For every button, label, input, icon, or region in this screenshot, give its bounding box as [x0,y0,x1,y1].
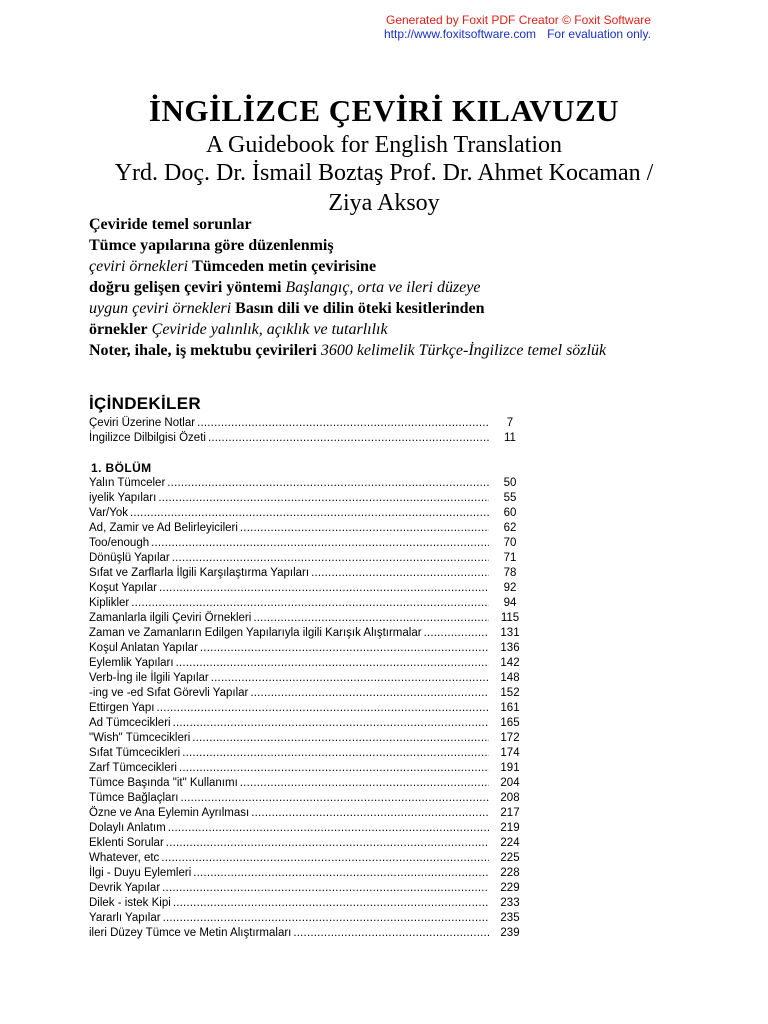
toc-dot-leader [172,551,489,566]
toc-entry[interactable] [89,911,529,926]
toc-entry-title: Sıfat ve Zarflarla İlgili Karşılaştırma Yapıları [89,567,310,579]
toc-entry-title: İlgi - Duyu Eylemleri [89,867,192,879]
toc-entry[interactable] [89,551,529,566]
toc-dot-leader [211,671,489,686]
toc-dot-leader [156,701,489,716]
toc-dot-leader [176,656,489,671]
toc-entry-page: 224 [500,837,520,849]
toc-dot-leader [131,596,489,611]
toc-entry-page: 62 [503,522,517,534]
desc-italic: Çeviride yalınlık, açıklık ve tutarlılık [151,321,388,338]
book-description [89,214,729,361]
toc-entry-title: Devrik Yapılar [89,882,161,894]
toc-entry-page: 204 [500,777,520,789]
toc-entry-page: 55 [503,492,517,504]
authors-line1: Yrd. Doç. Dr. İsmail Boztaş Prof. Dr. Ahmet Kocaman / [114,160,654,186]
toc-dot-leader [167,476,489,491]
toc-entry-title: Eylemlik Yapıları [89,657,174,669]
toc-entry-page: 78 [503,567,517,579]
toc-dot-leader [251,806,489,821]
toc-entry[interactable] [89,596,529,611]
toc-entry-title: Zarf Tümcecikleri [89,762,177,774]
toc-entry-page: 225 [500,852,520,864]
toc-entry[interactable] [89,671,529,686]
desc-line [89,214,729,235]
toc-entry-title: Zamanlarla ilgili Çeviri Örnekleri [89,612,252,624]
toc-intro-list [89,416,529,446]
book-authors [60,158,708,218]
toc-entry-title: Tümce Başında "it" Kullanımı [89,777,238,789]
toc-dot-leader [293,926,489,941]
toc-entry[interactable] [89,896,529,911]
toc-entry-page: 142 [500,657,520,669]
toc-entry[interactable] [89,506,529,521]
toc-entry[interactable] [89,611,529,626]
desc-bold: örnekler [89,321,148,338]
desc-bold: Tümce yapılarına göre düzenlenmiş [89,237,334,254]
toc-entry[interactable] [89,791,529,806]
desc-italic: çeviri örnekleri [89,258,189,275]
table-of-contents [89,394,529,941]
toc-entry[interactable] [89,731,529,746]
desc-line [89,235,729,256]
toc-entry-title: "Wish" Tümcecikleri [89,732,191,744]
toc-entry[interactable] [89,656,529,671]
toc-dot-leader [424,626,489,641]
toc-dot-leader [311,566,489,581]
toc-dot-leader [179,761,489,776]
toc-entry-page: 172 [500,732,520,744]
toc-entry[interactable] [89,821,529,836]
toc-entry[interactable] [89,806,529,821]
toc-dot-leader [182,746,489,761]
desc-italic: 3600 kelimelik Türkçe-İngilizce temel sözlük [320,342,607,359]
authors-line2: Ziya Aksoy [328,190,440,216]
toc-dot-leader [151,536,489,551]
toc-entry-page: 115 [500,612,520,624]
toc-entry-page: 94 [503,597,517,609]
toc-entry-page: 229 [500,882,520,894]
toc-entry-title: Tümce Bağlaçları [89,792,179,804]
toc-entry-title: Verb-İng ile İlgili Yapılar [89,672,209,684]
toc-heading: İÇİNDEKİLER [89,394,201,413]
toc-entry-title: Koşut Yapılar [89,582,157,594]
toc-entry[interactable] [89,866,529,881]
toc-entry[interactable] [89,851,529,866]
toc-entry-title: Var/Yok [89,507,128,519]
watermark-line1: Generated by Foxit PDF Creator © Foxit Software [386,13,651,27]
toc-entry-page: 174 [500,747,520,759]
toc-dot-leader [162,881,489,896]
toc-dot-leader [173,896,489,911]
toc-entry-title: Yararlı Yapılar [89,912,161,924]
toc-entry-title: Too/enough [89,537,150,549]
toc-entry[interactable] [89,881,529,896]
toc-entry-title: Koşul Anlatan Yapılar [89,642,198,654]
toc-entry-page: 161 [500,702,520,714]
toc-entry-page: 165 [500,717,520,729]
toc-entry-page: 191 [500,762,520,774]
desc-line [89,256,729,277]
toc-entry[interactable] [89,476,529,491]
toc-entry[interactable] [89,686,529,701]
desc-italic: uygun çeviri örnekleri [89,300,232,317]
toc-entry-title: iyelik Yapıları [89,492,157,504]
toc-dot-leader [250,686,489,701]
toc-dot-leader [166,836,489,851]
toc-entry-title: Yalın Tümceler [89,477,166,489]
watermark-note: For evaluation only. [547,27,651,41]
toc-dot-leader [173,716,489,731]
toc-entry-title: Whatever, etc [89,852,160,864]
toc-entry[interactable] [89,521,529,536]
toc-dot-leader [197,416,489,431]
toc-entry-title: Dolaylı Anlatım [89,822,166,834]
toc-entry[interactable] [89,416,529,431]
toc-dot-leader [130,506,489,521]
toc-entry-page: 71 [503,552,517,564]
toc-section-heading: 1. BÖLÜM [91,461,152,475]
desc-bold: Basın dili ve dilin öteki kesitlerinden [235,300,485,317]
toc-entry[interactable] [89,776,529,791]
toc-entry-title: Dönüşlü Yapılar [89,552,170,564]
toc-entry-title: Kiplikler [89,597,130,609]
toc-entry[interactable] [89,536,529,551]
toc-entry-title: Dilek - istek Kipi [89,897,171,909]
toc-entry[interactable] [89,431,529,446]
toc-entry[interactable] [89,581,529,596]
desc-line [89,298,729,319]
toc-entry-title: Zaman ve Zamanların Edilgen Yapılarıyla ilgili Karışık Alıştırmalar [89,627,422,639]
toc-entry-page: 219 [500,822,520,834]
desc-bold: Noter, ihale, iş mektubu çevirileri [89,342,317,359]
watermark-line2 [384,27,684,41]
toc-dot-leader [180,791,489,806]
toc-entry[interactable] [89,761,529,776]
toc-dot-leader [240,521,489,536]
toc-entry-page: 131 [500,627,520,639]
toc-entry-title: Ettirgen Yapı [89,702,155,714]
toc-entry[interactable] [89,926,529,941]
toc-entry-title: Ad Tümcecikleri [89,717,171,729]
toc-entry-page: 228 [500,867,520,879]
toc-entry[interactable] [89,701,529,716]
toc-dot-leader [193,866,489,881]
desc-line [89,340,729,361]
toc-dot-leader [200,641,489,656]
book-title: İNGİLİZCE ÇEVİRİ KILAVUZU [148,93,620,128]
toc-entry[interactable] [89,566,529,581]
toc-entry-title: Sıfat Tümcecikleri [89,747,181,759]
desc-bold: doğru gelişen çeviri yöntemi [89,279,282,296]
toc-dot-leader [161,851,489,866]
desc-bold: Çeviride temel sorunlar [89,216,252,233]
toc-dot-leader [208,431,489,446]
toc-entry-page: 92 [503,582,517,594]
toc-entry-title: ileri Düzey Tümce ve Metin Alıştırmaları [89,927,292,939]
toc-entry-title: -ing ve -ed Sıfat Görevli Yapılar [89,687,249,699]
toc-entry-title: Özne ve Ana Eylemin Ayrılması [89,807,250,819]
toc-entry-page: 239 [500,927,520,939]
desc-italic: Başlangıç, orta ve ileri düzeye [285,279,481,296]
toc-dot-leader [192,731,489,746]
toc-entry-title: Çeviri Üzerine Notlar [89,417,196,429]
toc-entry-page: 7 [506,417,514,429]
foxit-watermark [384,13,684,41]
toc-entry-title: İngilizce Dilbilgisi Özeti [89,432,206,444]
toc-entry-page: 50 [503,477,517,489]
toc-dot-leader [168,821,489,836]
toc-entry-page: 233 [500,897,520,909]
toc-entry-page: 60 [503,507,517,519]
toc-entry-page: 70 [503,537,517,549]
desc-bold: Tümceden metin çevirisine [192,258,377,275]
toc-entry-title: Ad, Zamir ve Ad Belirleyicileri [89,522,238,534]
toc-dot-leader [158,491,489,506]
toc-dot-leader [159,581,489,596]
toc-entry-page: 148 [500,672,520,684]
desc-line [89,277,729,298]
toc-dot-leader [240,776,489,791]
toc-entry[interactable] [89,716,529,731]
toc-entry-page: 152 [500,687,520,699]
toc-section-list [89,476,529,941]
toc-entry-page: 11 [504,432,516,444]
toc-dot-leader [253,611,489,626]
watermark-url[interactable]: http://www.foxitsoftware.com [384,27,537,41]
toc-entry-page: 136 [500,642,520,654]
toc-entry[interactable] [89,641,529,656]
toc-entry[interactable] [89,626,529,641]
toc-entry-page: 235 [500,912,520,924]
toc-entry-page: 208 [500,792,520,804]
section-gap [89,446,529,460]
toc-dot-leader [163,911,489,926]
toc-entry[interactable] [89,836,529,851]
toc-entry-title: Eklenti Sorular [89,837,164,849]
toc-entry[interactable] [89,746,529,761]
toc-entry[interactable] [89,491,529,506]
book-subtitle: A Guidebook for English Translation [205,132,562,158]
toc-entry-page: 217 [500,807,520,819]
desc-line [89,319,729,340]
